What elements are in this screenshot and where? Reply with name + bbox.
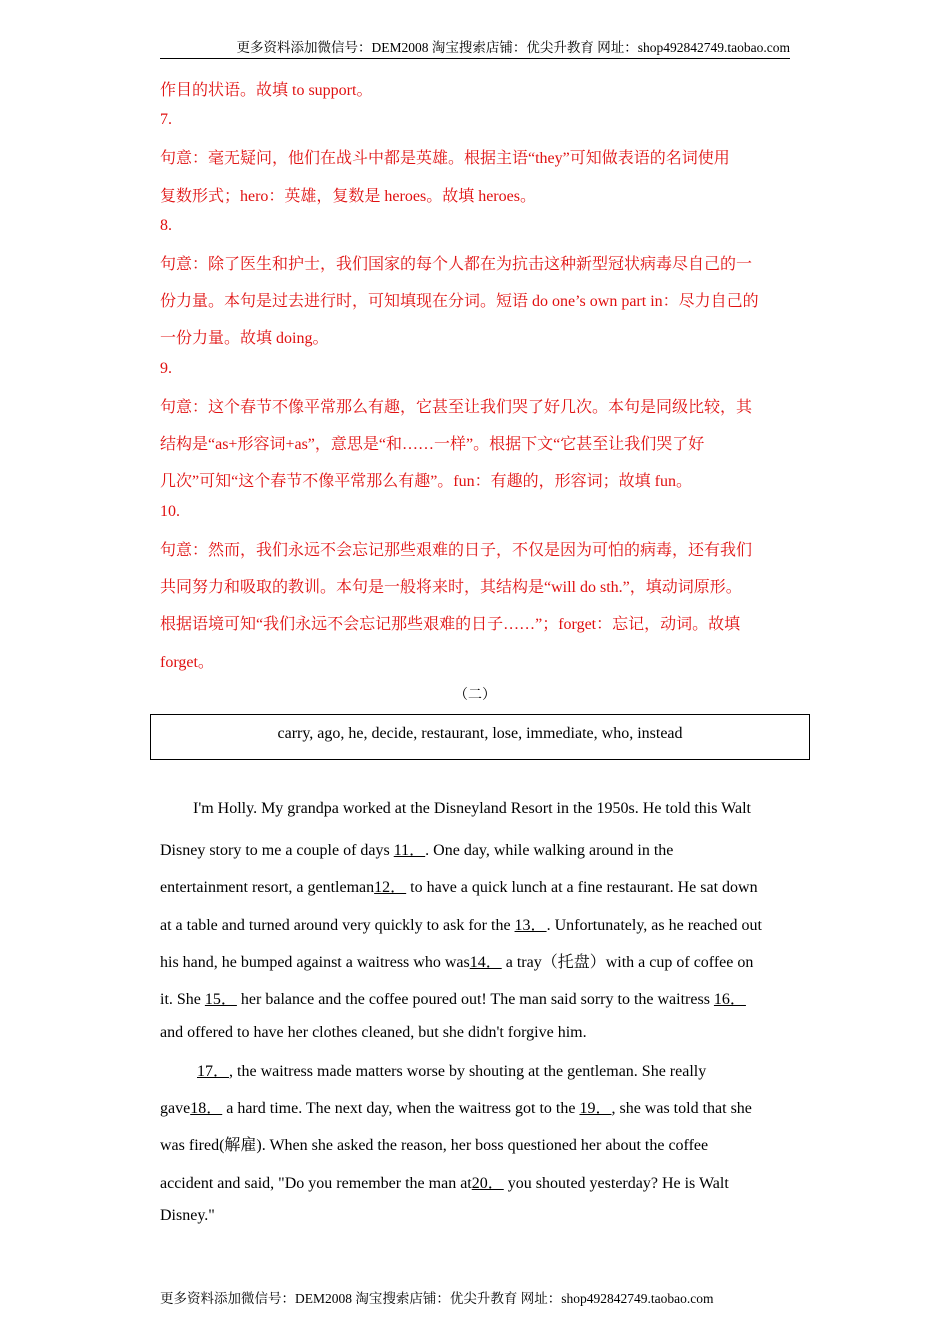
blank-11[interactable]: 11． <box>393 842 426 859</box>
answer-line: 几次”可知“这个春节不像平常那么有趣”。fun：有趣的，形容词；故填 fun。 <box>160 473 692 490</box>
blank-17[interactable]: 17． <box>197 1063 230 1080</box>
section-title: （二） <box>454 688 496 703</box>
passage-text: to have a quick lunch at a fine restaurant. He sat down <box>406 879 758 896</box>
passage-line <box>160 912 792 935</box>
word-bank: carry, ago, he, decide, restaurant, lose, immediate, who, instead <box>277 725 683 742</box>
answer-line: 句意：这个春节不像平常那么有趣，它甚至让我们哭了好几次。本句是同级比较，其 <box>160 399 753 416</box>
passage-text: accident and said, "Do you remember the man at <box>160 1175 472 1192</box>
blank-18[interactable]: 18． <box>190 1100 223 1117</box>
passage-line <box>160 874 792 897</box>
passage-text: you shouted yesterday? He is Walt <box>503 1175 729 1192</box>
passage-line <box>160 837 792 860</box>
passage-text: , the waitress made matters worse by shouting at the gentleman. She really <box>229 1063 707 1080</box>
passage-text: her balance and the coffee poured out! The man said sorry to the waitress <box>236 991 714 1008</box>
answer-line: 作目的状语。故填 to support。 <box>160 82 373 99</box>
answer-number-10: 10. <box>160 503 180 520</box>
blank-12[interactable]: 12． <box>374 879 407 896</box>
passage-text: . One day, while walking around in the <box>425 842 674 859</box>
passage-text: a tray（托盘）with a cup of coffee on <box>501 954 754 971</box>
passage-text: at a table and turned around very quickly to ask for the <box>160 917 515 934</box>
passage-text: . Unfortunately, as he reached out <box>546 917 762 934</box>
answer-number-8: 8. <box>160 217 172 234</box>
answer-number-7: 7. <box>160 111 172 128</box>
blank-13[interactable]: 13． <box>514 917 547 934</box>
passage-line <box>160 949 792 972</box>
passage-text: it. She <box>160 991 205 1008</box>
passage-text: his hand, he bumped against a waitress who was <box>160 954 470 971</box>
page-footer: 更多资料添加微信号：DEM2008 淘宝搜索店铺：优尖升教育 网址：shop492842749.taobao.com <box>160 1291 714 1306</box>
passage-text: gave <box>160 1100 191 1117</box>
blank-16[interactable]: 16． <box>713 991 746 1008</box>
blank-19[interactable]: 19． <box>579 1100 612 1117</box>
answer-line: 一份力量。故填 doing。 <box>160 330 329 347</box>
passage-line <box>160 1095 792 1118</box>
passage-line <box>160 986 792 1009</box>
answer-line: 共同努力和吸取的教训。本句是一般将来时，其结构是“will do sth.”，填动词原形。 <box>160 579 742 596</box>
passage-line <box>160 1170 792 1193</box>
passage-line: and offered to have her clothes cleaned, but she didn't forgive him. <box>160 1024 587 1041</box>
passage-line: I'm Holly. My grandpa worked at the Disneyland Resort in the 1950s. He told this Walt <box>193 800 751 817</box>
answer-line: 句意：然而，我们永远不会忘记那些艰难的日子，不仅是因为可怕的病毒，还有我们 <box>160 542 753 559</box>
word-bank-box <box>150 714 810 760</box>
passage-text: entertainment resort, a gentleman <box>160 879 375 896</box>
passage-text: a hard time. The next day, when the waitress got to the <box>222 1100 580 1117</box>
passage-line <box>197 1058 829 1081</box>
answer-line: 句意：毫无疑问，他们在战斗中都是英雄。根据主语“they”可知做表语的名词使用 <box>160 150 730 167</box>
passage-text: , she was told that she <box>611 1100 752 1117</box>
passage-text: Disney story to me a couple of days <box>160 842 394 859</box>
answer-line: 根据语境可知“我们永远不会忘记那些艰难的日子……”；forget：忘记，动词。故填 <box>160 616 741 633</box>
passage-line: was fired(解雇). When she asked the reason, her boss questioned her about the coffee <box>160 1137 709 1154</box>
answer-line: 份力量。本句是过去进行时，可知填现在分词。短语 do one’s own part in：尽力自己的 <box>160 293 759 310</box>
page-header: 更多资料添加微信号：DEM2008 淘宝搜索店铺：优尖升教育 网址：shop492842749.taobao.com <box>160 39 790 59</box>
answer-number-9: 9. <box>160 360 172 377</box>
answer-line: 句意：除了医生和护士，我们国家的每个人都在为抗击这种新型冠状病毒尽自己的一 <box>160 256 753 273</box>
blank-14[interactable]: 14． <box>469 954 502 971</box>
passage-line: Disney." <box>160 1207 215 1224</box>
answer-line: 复数形式；hero：英雄，复数是 heroes。故填 heroes。 <box>160 188 536 205</box>
blank-15[interactable]: 15． <box>204 991 237 1008</box>
answer-line: forget。 <box>160 654 214 671</box>
blank-20[interactable]: 20． <box>471 1175 504 1192</box>
answer-line: 结构是“as+形容词+as”，意思是“和……一样”。根据下文“它甚至让我们哭了好 <box>160 436 705 453</box>
